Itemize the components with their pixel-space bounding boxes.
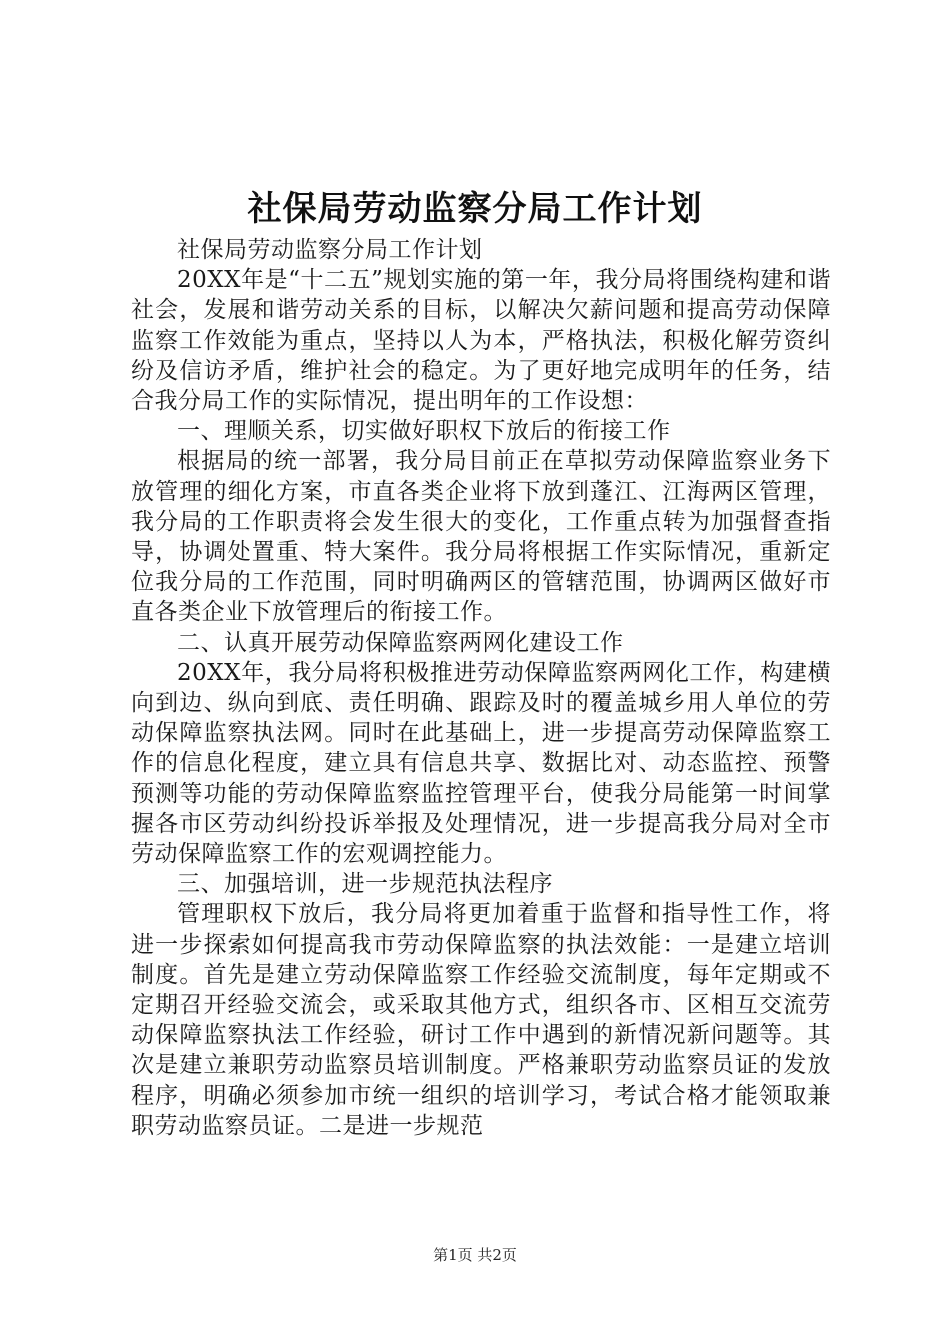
paragraph-section-2: 20XX年，我分局将积极推进劳动保障监察两网化工作，构建横向到边、纵向到底、责任明确、跟踪及时的覆盖城乡用人单位的劳动保障监察执法网。同时在此基础上，进一步提高劳动保障监察工作的信息化程度，建立具有信息共享、数据比对、动态监控、预警预测等功能的劳动保障监察监控管理平台，使我分局能第一时间掌握各市区劳动纠纷投诉举报及处理情况，进一步提高我分局对全市劳动保障监察工作的宏观调控能力。 [131, 659, 831, 868]
paragraph-section-1: 根据局的统一部署，我分局目前正在草拟劳动保障监察业务下放管理的细化方案，市直各类企业将下放到蓬江、江海两区管理，我分局的工作职责将会发生很大的变化，工作重点转为加强督查指导，协调处置重、特大案件。我分局将根据工作实际情况，重新定位我分局的工作范围，同时明确两区的管辖范围，协调两区做好市直各类企业下放管理后的衔接工作。 [131, 448, 831, 626]
document-body [131, 235, 831, 1141]
paragraph-subtitle: 社保局劳动监察分局工作计划 [177, 237, 483, 263]
section-heading-3: 三、加强培训，进一步规范执法程序 [177, 871, 553, 898]
page-footer: 第1页 共2页 [433, 1246, 517, 1264]
paragraph-intro: 20XX年是“十二五”规划实施的第一年，我分局将围绕构建和谐社会，发展和谐劳动关系的目标，以解决欠薪问题和提高劳动保障监察工作效能为重点，坚持以人为本，严格执法，积极化解劳资纠纷及信访矛盾，维护社会的稳定。为了更好地完成明年的任务，结合我分局工作的实际情况，提出明年的工作设想： [131, 267, 831, 415]
section-heading-1: 一、理顺关系，切实做好职权下放后的衔接工作 [177, 418, 671, 445]
paragraph-section-3: 管理职权下放后，我分局将更加着重于监督和指导性工作，将进一步探索如何提高我市劳动保障监察的执法效能：一是建立培训制度。首先是建立劳动保障监察工作经验交流制度，每年定期或不定期召开经验交流会，或采取其他方式，组织各市、区相互交流劳动保障监察执法工作经验，研讨工作中遇到的新情况新问题等。其次是建立兼职劳动监察员培训制度。严格兼职劳动监察员证的发放程序，明确必须参加市统一组织的培训学习，考试合格才能领取兼职劳动监察员证。二是进一步规范 [131, 901, 831, 1139]
section-heading-2: 二、认真开展劳动保障监察两网化建设工作 [177, 629, 624, 656]
document-title: 社保局劳动监察分局工作计划 [247, 189, 703, 229]
